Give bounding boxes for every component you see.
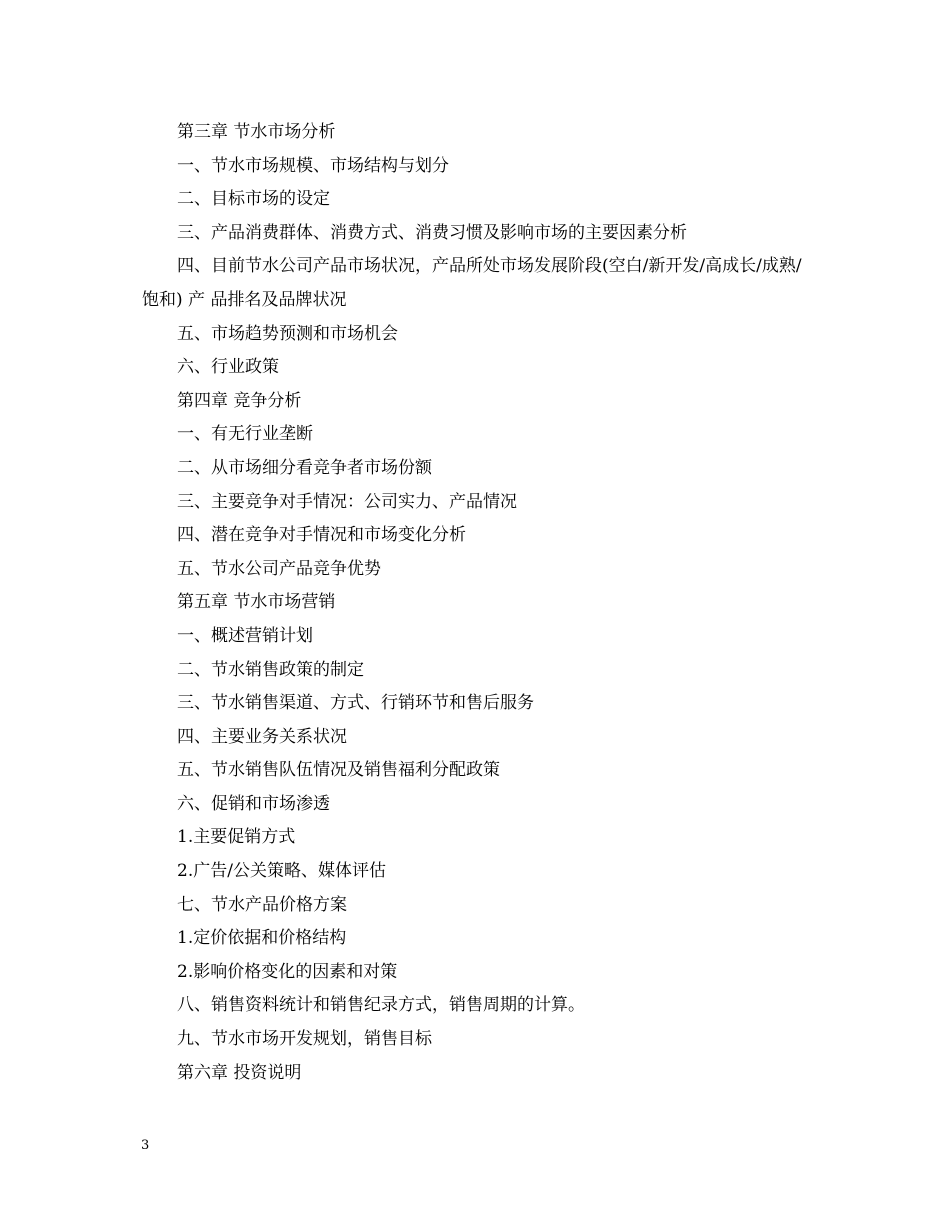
list-item: 五、市场趋势预测和市场机会 <box>177 323 398 344</box>
list-item: 八、销售资料统计和销售纪录方式，销售周期的计算。 <box>177 995 585 1016</box>
list-item: 四、目前节水公司产品市场状况，产品所处市场发展阶段(空白/新开发/高成长/成熟/饱和) 产 品排名及品牌状况 <box>142 256 802 310</box>
sub-list-item: 1.定价依据和价格结构 <box>177 928 347 949</box>
chapter-heading: 第三章 节水市场分析 <box>177 122 336 142</box>
chapter-heading: 第六章 投资说明 <box>177 1062 302 1083</box>
list-item: 二、目标市场的设定 <box>177 189 330 210</box>
list-item: 一、有无行业垄断 <box>177 424 313 445</box>
list-item: 六、行业政策 <box>177 357 279 378</box>
list-item: 四、潜在竞争对手情况和市场变化分析 <box>177 525 466 546</box>
list-item: 五、节水销售队伍情况及销售福利分配政策 <box>177 760 500 781</box>
list-item: 二、从市场细分看竞争者市场份额 <box>177 457 432 478</box>
list-item: 三、节水销售渠道、方式、行销环节和售后服务 <box>177 693 534 714</box>
list-item: 七、节水产品价格方案 <box>177 894 347 915</box>
sub-list-item: 2.影响价格变化的因素和对策 <box>177 961 398 982</box>
list-item: 一、节水市场规模、市场结构与划分 <box>177 155 449 176</box>
list-item: 一、概述营销计划 <box>177 625 313 646</box>
list-item: 四、主要业务关系状况 <box>177 726 347 747</box>
chapter-heading: 第五章 节水市场营销 <box>177 592 336 613</box>
list-item: 五、节水公司产品竞争优势 <box>177 558 381 579</box>
document-body <box>142 116 814 1090</box>
chapter-heading: 第四章 竞争分析 <box>177 390 302 411</box>
page-number: 3 <box>141 1138 150 1153</box>
list-item: 三、产品消费群体、消费方式、消费习惯及影响市场的主要因素分析 <box>177 222 687 243</box>
list-item: 二、节水销售政策的制定 <box>177 659 364 680</box>
list-item: 六、促销和市场渗透 <box>177 793 330 814</box>
list-item: 九、节水市场开发规划，销售目标 <box>177 1029 432 1050</box>
sub-list-item: 1.主要促销方式 <box>177 827 296 848</box>
list-item: 三、主要竞争对手情况：公司实力、产品情况 <box>177 491 517 512</box>
sub-list-item: 2.广告/公关策略、媒体评估 <box>177 861 386 882</box>
